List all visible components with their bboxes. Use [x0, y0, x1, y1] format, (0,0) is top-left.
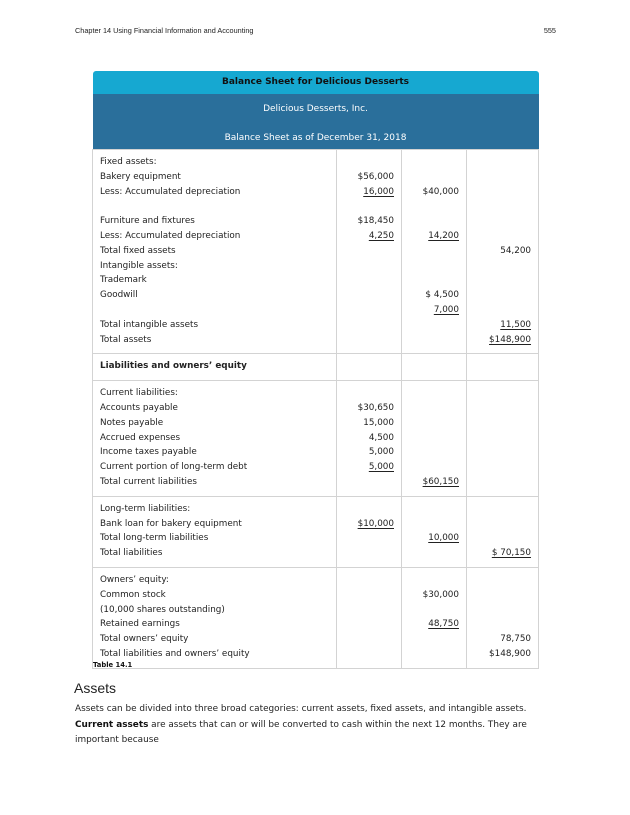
row-label	[100, 647, 336, 662]
statement-date: Balance Sheet as of December 31, 2018	[224, 133, 407, 143]
amount-column-3	[467, 496, 539, 567]
amount-value	[402, 185, 459, 200]
row-label	[100, 460, 336, 475]
amount-value	[467, 588, 531, 603]
section-row	[93, 381, 539, 497]
row-label	[100, 603, 336, 618]
table-caption: Balance Sheet for Delicious Desserts	[93, 71, 539, 94]
amount-column-1	[337, 381, 402, 497]
amount-value	[337, 502, 394, 517]
amount-value	[402, 603, 459, 618]
row-label	[100, 244, 336, 259]
running-header	[75, 26, 556, 35]
table-header	[93, 94, 539, 150]
line-item-text: Total current liabilities	[100, 476, 197, 487]
amount-value	[337, 244, 394, 259]
line-item-text: Furniture and fixtures	[100, 216, 195, 227]
amount-value	[467, 229, 531, 244]
amount-text: 16,000	[363, 186, 394, 197]
row-label	[100, 386, 336, 401]
row-label	[100, 617, 336, 632]
amount-value	[402, 318, 459, 333]
term-current-assets: Current assets	[75, 719, 149, 730]
amount-text: $ 4,500	[425, 290, 459, 301]
amount-value	[402, 502, 459, 517]
amount-value	[337, 517, 394, 532]
line-item-text: Total fixed assets	[100, 245, 176, 256]
amount-value	[402, 431, 459, 446]
amount-text: $10,000	[357, 518, 394, 529]
amount-text: 54,200	[500, 245, 532, 256]
amount-value	[337, 303, 394, 318]
amount-value	[337, 229, 394, 244]
section-row	[93, 567, 539, 668]
amount-value	[467, 431, 531, 446]
amount-value	[337, 170, 394, 185]
amount-value	[337, 401, 394, 416]
amount-value	[467, 386, 531, 401]
row-label	[100, 546, 336, 561]
amount-value	[402, 588, 459, 603]
amount-value	[402, 531, 459, 546]
amount-value	[337, 460, 394, 475]
amount-value	[337, 386, 394, 401]
amount-value	[337, 475, 394, 490]
empty-cell	[337, 354, 402, 381]
line-item-text: Total long-term liabilities	[100, 533, 209, 544]
amount-text: $148,900	[489, 648, 532, 659]
line-item-text: Common stock	[100, 589, 166, 600]
balance-sheet-table	[92, 71, 539, 669]
amount-value	[402, 303, 459, 318]
amount-value	[337, 588, 394, 603]
row-label	[100, 288, 336, 303]
amount-value	[467, 259, 531, 274]
row-label	[100, 431, 336, 446]
row-label	[100, 303, 336, 318]
amount-text: $40,000	[422, 186, 459, 197]
section-heading-row	[93, 354, 539, 381]
row-label	[100, 401, 336, 416]
label-column	[93, 381, 337, 497]
amount-value	[402, 517, 459, 532]
amount-text: 10,000	[428, 533, 459, 544]
amount-value	[467, 573, 531, 588]
line-item-text: Total liabilities	[100, 548, 163, 559]
amount-text: $60,150	[422, 476, 459, 487]
line-item-text: Retained earnings	[100, 619, 180, 630]
liabilities-heading: Liabilities and owners’ equity	[93, 354, 337, 381]
amount-column-3	[467, 381, 539, 497]
amount-value	[402, 401, 459, 416]
amount-column-3	[467, 150, 539, 354]
amount-text: $56,000	[357, 171, 394, 182]
amount-text: 4,250	[368, 230, 394, 241]
amount-value	[402, 170, 459, 185]
amount-text: $30,650	[357, 402, 394, 413]
amount-value	[467, 155, 531, 170]
line-item-text: Total intangible assets	[100, 319, 199, 330]
amount-value	[337, 632, 394, 647]
amount-value	[467, 531, 531, 546]
amount-value	[402, 445, 459, 460]
row-label	[100, 185, 336, 200]
amount-value	[467, 333, 531, 348]
amount-value	[467, 170, 531, 185]
amount-value	[402, 333, 459, 348]
amount-value	[402, 214, 459, 229]
amount-value	[337, 546, 394, 561]
chapter-title: Chapter 14 Using Financial Information and Accounting	[75, 26, 254, 35]
amount-value	[402, 288, 459, 303]
amount-value	[337, 318, 394, 333]
row-label	[100, 588, 336, 603]
amount-value	[467, 318, 531, 333]
paragraph-text-2: are assets that can or will be converted to cash within the next 12 months. They are important because	[75, 719, 527, 745]
amount-value	[337, 333, 394, 348]
amount-value	[467, 502, 531, 517]
amount-text: $ 70,150	[491, 548, 532, 559]
row-label	[100, 517, 336, 532]
amount-value	[402, 460, 459, 475]
amount-value	[337, 155, 394, 170]
row-label	[100, 445, 336, 460]
amount-column-2	[402, 496, 467, 567]
amount-value	[467, 288, 531, 303]
row-label	[100, 259, 336, 274]
label-column	[93, 496, 337, 567]
amount-value	[402, 632, 459, 647]
amount-value	[337, 603, 394, 618]
row-label	[100, 318, 336, 333]
line-item-text: Goodwill	[100, 290, 138, 301]
amount-value	[402, 647, 459, 662]
amount-value	[467, 416, 531, 431]
line-item-text: Fixed assets:	[100, 157, 157, 167]
line-item-text: Long-term liabilities:	[100, 503, 191, 514]
amount-value	[467, 546, 531, 561]
line-item-text: Notes payable	[100, 417, 164, 428]
amount-value	[402, 273, 459, 288]
amount-value	[402, 546, 459, 561]
amount-column-1	[337, 567, 402, 668]
line-item-text: Trademark	[100, 275, 147, 286]
amount-value	[467, 214, 531, 229]
empty-cell	[467, 354, 539, 381]
row-label	[100, 416, 336, 431]
line-item-text: (10,000 shares outstanding)	[100, 604, 225, 615]
amount-value	[467, 632, 531, 647]
row-label	[100, 531, 336, 546]
amount-text: 15,000	[363, 417, 394, 428]
line-item-text: Total liabilities and owners’ equity	[100, 648, 250, 659]
section-row	[93, 496, 539, 567]
line-item-text: Accounts payable	[100, 402, 178, 413]
line-item-text: Current liabilities:	[100, 388, 178, 399]
amount-value	[337, 431, 394, 446]
amount-value	[467, 199, 531, 214]
amount-value	[337, 531, 394, 546]
amount-value	[402, 416, 459, 431]
amount-text: 5,000	[368, 462, 394, 473]
amount-value	[402, 259, 459, 274]
amount-value	[402, 199, 459, 214]
amount-value	[337, 445, 394, 460]
table-body	[93, 150, 539, 669]
amount-value	[337, 259, 394, 274]
row-label	[100, 632, 336, 647]
amount-value	[467, 273, 531, 288]
line-item-text: Bank loan for bakery equipment	[100, 518, 242, 529]
amount-value	[337, 214, 394, 229]
amount-value	[337, 416, 394, 431]
row-label	[100, 170, 336, 185]
amount-column-2	[402, 567, 467, 668]
amount-value	[337, 617, 394, 632]
line-item-text: Bakery equipment	[100, 171, 181, 182]
amount-value	[467, 475, 531, 490]
amount-text: 14,200	[428, 230, 459, 241]
label-column	[93, 150, 337, 354]
amount-value	[467, 445, 531, 460]
amount-value	[467, 647, 531, 662]
line-item-text: Owners’ equity:	[100, 574, 169, 585]
line-item-text: Total assets	[100, 334, 152, 345]
amount-value	[402, 617, 459, 632]
amount-value	[467, 517, 531, 532]
amount-value	[467, 303, 531, 318]
line-item-text: Current portion of long-term debt	[100, 462, 248, 473]
row-label	[100, 333, 336, 348]
amount-text: 48,750	[428, 619, 459, 630]
section-heading: Assets	[74, 680, 117, 696]
line-item-text: Total owners’ equity	[100, 634, 189, 645]
line-item-text: Intangible assets:	[100, 260, 178, 271]
amount-value	[337, 199, 394, 214]
label-column	[93, 567, 337, 668]
row-label	[100, 573, 336, 588]
amount-column-2	[402, 150, 467, 354]
line-item-text: Income taxes payable	[100, 447, 197, 458]
empty-cell	[402, 354, 467, 381]
page-number: 555	[543, 26, 556, 35]
amount-column-2	[402, 381, 467, 497]
line-item-text: Accrued expenses	[100, 432, 181, 443]
amount-value	[402, 155, 459, 170]
amount-text: 5,000	[368, 447, 394, 458]
amount-value	[467, 617, 531, 632]
amount-text: $148,900	[489, 334, 532, 345]
amount-value	[337, 273, 394, 288]
amount-value	[467, 185, 531, 200]
paragraph-text-1: Assets can be divided into three broad categories: current assets, fixed assets, and intangible assets.	[75, 704, 527, 714]
amount-text: 4,500	[368, 432, 394, 443]
amount-value	[402, 229, 459, 244]
amount-value	[402, 386, 459, 401]
amount-column-1	[337, 496, 402, 567]
row-label	[100, 475, 336, 490]
amount-value	[467, 460, 531, 475]
section-row	[93, 150, 539, 354]
amount-value	[337, 647, 394, 662]
row-label	[100, 273, 336, 288]
body-paragraph	[75, 702, 559, 749]
amount-value	[337, 185, 394, 200]
amount-column-1	[337, 150, 402, 354]
amount-value	[402, 244, 459, 259]
amount-text: $18,450	[357, 216, 394, 227]
company-name: Delicious Desserts, Inc.	[263, 104, 368, 114]
amount-value	[467, 603, 531, 618]
table-label: Table 14.1	[93, 661, 133, 669]
row-label	[100, 199, 336, 214]
row-label	[100, 229, 336, 244]
line-item-text: Less: Accumulated depreciation	[100, 186, 241, 197]
row-label	[100, 155, 336, 170]
amount-text: 78,750	[500, 634, 532, 645]
row-label	[100, 214, 336, 229]
amount-text: $30,000	[422, 589, 459, 600]
amount-value	[467, 401, 531, 416]
amount-value	[402, 475, 459, 490]
amount-text: 7,000	[433, 304, 459, 315]
amount-column-3	[467, 567, 539, 668]
amount-text: 11,500	[500, 319, 532, 330]
row-label	[100, 502, 336, 517]
amount-value	[337, 288, 394, 303]
amount-value	[467, 244, 531, 259]
amount-value	[337, 573, 394, 588]
amount-value	[402, 573, 459, 588]
line-item-text: Less: Accumulated depreciation	[100, 230, 241, 241]
